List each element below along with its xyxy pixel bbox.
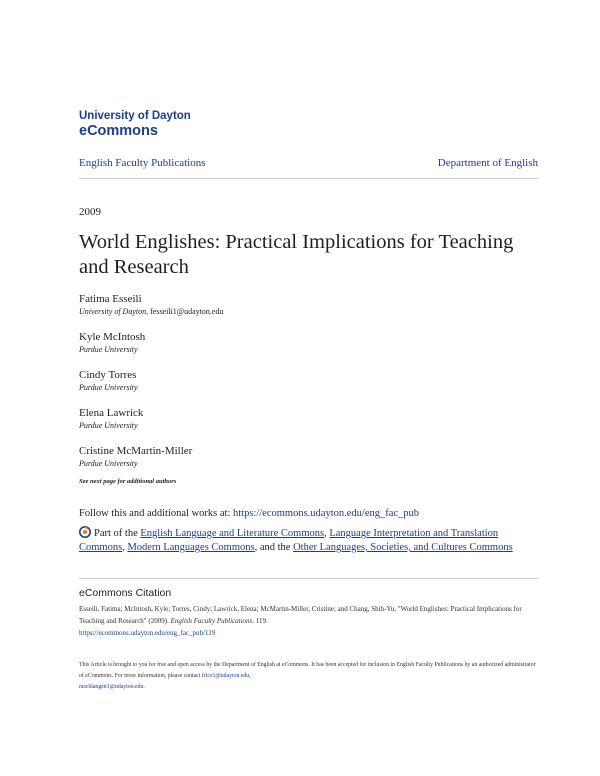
citation-url-link[interactable]: https://ecommons.udayton.edu/eng_fac_pub/119 (79, 629, 216, 637)
author-entry (79, 368, 519, 406)
author-entry (79, 406, 519, 444)
commons-link-english[interactable]: English Language and Literature Commons (140, 528, 325, 539)
author-affiliation: Purdue University (79, 421, 138, 430)
contact-email-link[interactable]: mschlangen1@udayton.edu (79, 684, 144, 690)
separator: , (324, 528, 327, 539)
part-of-prefix: Part of the (94, 528, 138, 539)
commons-link-interpretation[interactable]: Language Interpretation and Translation Commons (79, 528, 499, 553)
citation-body: Esseili, Fatima; McIntosh, Kyle; Torres, Cindy; Lawrick, Elena; McMartin-Miller, Cristine; and Chang, Shih-Yu, "World Englishes: Practical Implications for Teaching and Research" (2009). (79, 605, 522, 625)
citation-number: . 119. (252, 617, 268, 625)
separator: , (122, 542, 125, 553)
author-name: Kyle McIntosh (79, 331, 146, 343)
author-name: Elena Lawrick (79, 407, 144, 419)
author-affiliation: Purdue University (79, 383, 138, 392)
repository-name[interactable]: eCommons (79, 123, 158, 139)
author-email: fesseili1@udayton.edu (150, 307, 224, 316)
author-affiliation: University of Dayton, fesseili1@udayton.edu (79, 307, 224, 316)
footer-notice (79, 660, 539, 693)
author-name: Cindy Torres (79, 369, 137, 381)
follow-line (79, 508, 419, 519)
department-link[interactable]: Department of English (437, 157, 538, 169)
author-entry (79, 292, 519, 330)
additional-authors-note: See next page for additional authors (79, 478, 177, 485)
author-affiliation: Purdue University (79, 459, 138, 468)
collection-link[interactable]: English Faculty Publications (79, 157, 206, 169)
author-entry (79, 444, 519, 482)
article-title: World Englishes: Practical Implications for Teaching and Research (79, 231, 514, 278)
open-access-icon (79, 526, 91, 538)
commons-link-other-languages[interactable]: Other Languages, Societies, and Cultures Commons (293, 542, 513, 553)
citation-heading: eCommons Citation (79, 587, 172, 599)
separator: . (143, 684, 145, 690)
citation-divider (79, 578, 538, 579)
collection-url-link[interactable]: https://ecommons.udayton.edu/eng_fac_pub (233, 508, 420, 519)
university-branding[interactable] (79, 109, 191, 140)
part-of-commons (79, 526, 539, 555)
author-name: Cristine McMartin-Miller (79, 445, 193, 457)
citation-journal: English Faculty Publications (170, 617, 253, 625)
university-name[interactable]: University of Dayton (79, 110, 191, 122)
top-divider (79, 178, 538, 179)
commons-link-modern-languages[interactable]: Modern Languages Commons (127, 542, 255, 553)
author-entry (79, 330, 519, 368)
separator: , (249, 673, 251, 679)
publication-year: 2009 (79, 206, 101, 218)
author-list (79, 292, 519, 482)
separator: , and the (254, 542, 291, 553)
citation-text (79, 603, 541, 639)
author-affiliation: Purdue University (79, 345, 138, 354)
contact-email-link[interactable]: frice1@udayton.edu (201, 673, 250, 679)
follow-label: Follow this and additional works at: (79, 508, 231, 519)
footer-text: This Article is brought to you for free and open access by the Department of English at eCommons. It has been accepted for inclusion in English Faculty Publications by an authorized administrator of eCommons. For more information, please contact (79, 662, 536, 679)
author-name: Fatima Esseili (79, 293, 142, 305)
affiliation-text: University of Dayton (79, 307, 147, 316)
